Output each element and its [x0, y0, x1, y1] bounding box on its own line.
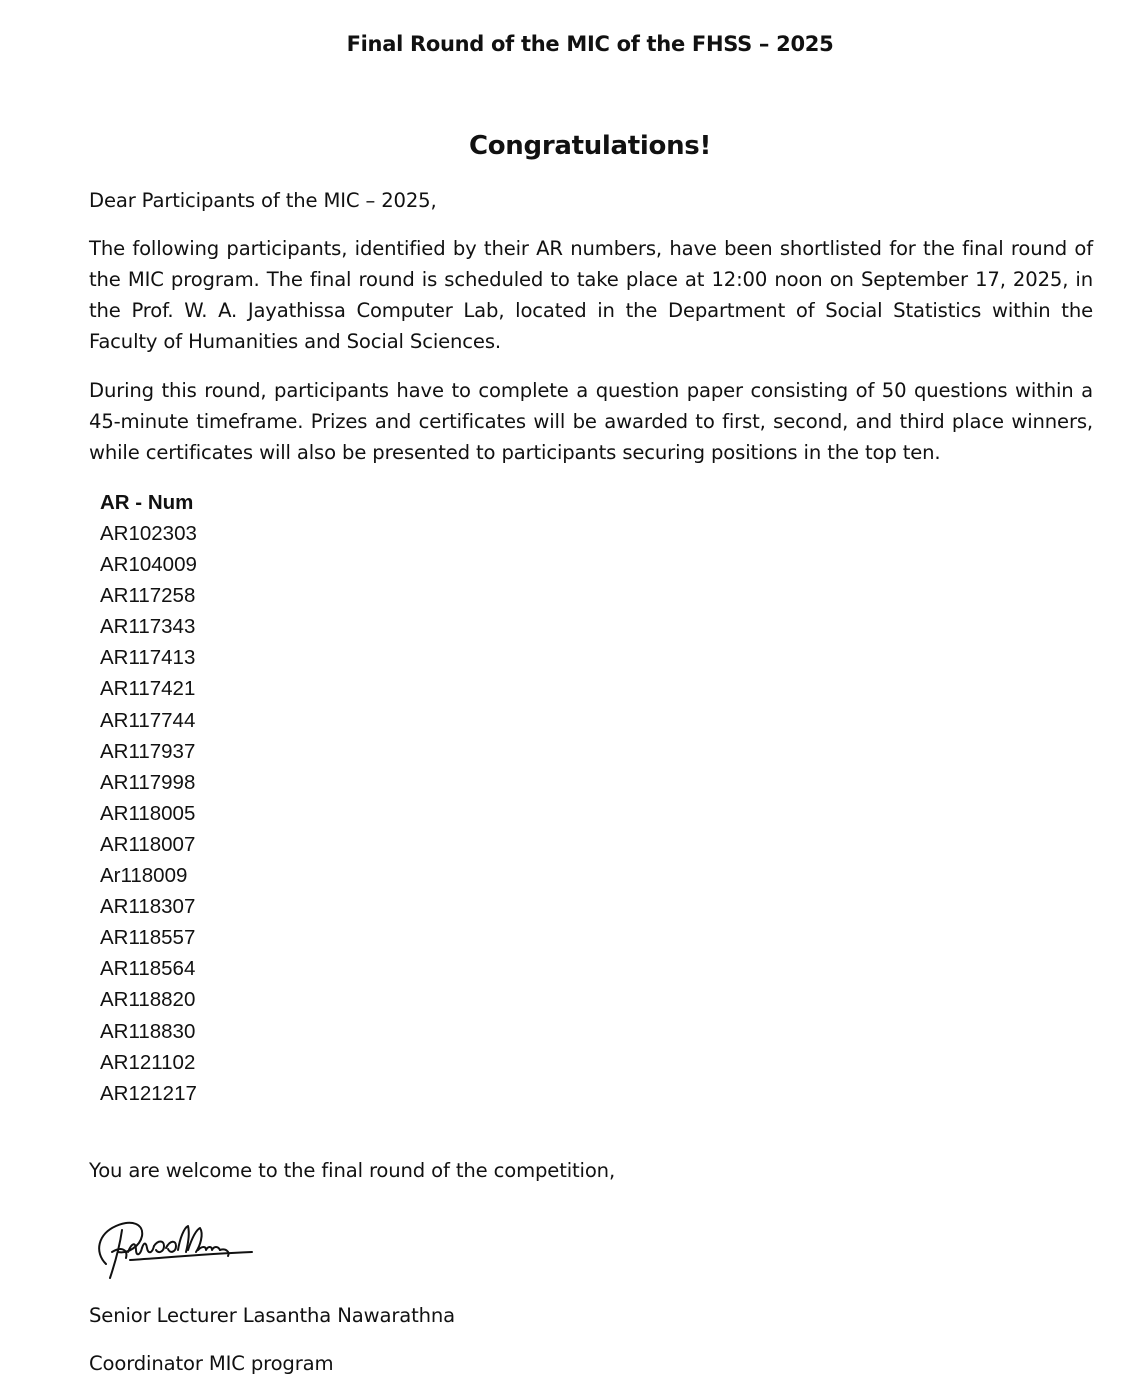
signature-icon: [92, 1212, 262, 1287]
ar-number-item: Ar118009: [100, 864, 188, 888]
ar-number-item: AR117343: [100, 615, 196, 639]
ar-number-item: AR118830: [100, 1019, 196, 1043]
ar-number-item: AR118007: [100, 832, 196, 856]
signer-role: Coordinator MIC program: [89, 1352, 334, 1375]
ar-number-item: AR121102: [100, 1050, 196, 1074]
document-title: Final Round of the MIC of the FHSS – 2025: [346, 32, 834, 56]
ar-number-item: AR117998: [100, 770, 196, 794]
ar-number-item: AR118820: [100, 988, 196, 1012]
closing-line: You are welcome to the final round of the competition,: [89, 1159, 616, 1182]
announcement-paragraph: The following participants, identified by their AR numbers, have been shortlisted for the final round of the MIC program. The final round is scheduled to take place at 12:00 noon on September 17, 2025, in the Prof. W. A. Jayathissa Computer Lab, located in the Department of Social Statistics within the Faculty of Humanities and Social Sciences.: [89, 237, 1093, 353]
ar-number-item: AR118005: [100, 801, 196, 825]
signer-name: Senior Lecturer Lasantha Nawarathna: [89, 1304, 456, 1327]
ar-number-item: AR117421: [100, 677, 196, 701]
ar-number-item: AR117258: [100, 584, 196, 608]
ar-number-item: AR118557: [100, 926, 196, 950]
ar-number-list: [100, 518, 197, 1109]
ar-number-item: AR117744: [100, 708, 196, 732]
ar-number-item: AR102303: [100, 522, 197, 545]
ar-number-item: AR104009: [100, 553, 197, 577]
salutation: Dear Participants of the MIC – 2025,: [89, 189, 437, 212]
ar-number-item: AR118564: [100, 957, 196, 981]
ar-number-item: AR117413: [100, 646, 196, 670]
round-details-paragraph: During this round, participants have to complete a question paper consisting of 50 questions within a 45-minute timeframe. Prizes and certificates will be awarded to first, second, and third place winners, while certificates will also be presented to participants securing positions in the top ten.: [89, 379, 1093, 464]
ar-number-item: AR121217: [100, 1081, 197, 1105]
ar-number-item: AR117937: [100, 739, 196, 763]
ar-number-header: AR - Num: [100, 491, 194, 514]
ar-number-item: AR118307: [100, 895, 196, 919]
congratulations-heading: Congratulations!: [468, 131, 712, 161]
